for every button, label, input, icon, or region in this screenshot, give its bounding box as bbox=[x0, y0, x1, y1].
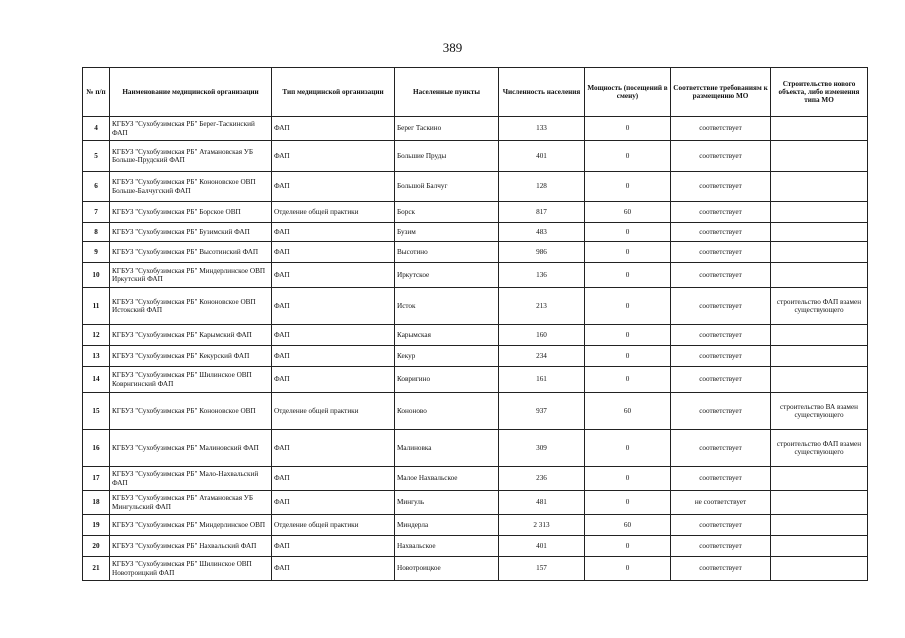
table-row bbox=[83, 491, 868, 515]
header-capacity: Мощность (посещений в смену) bbox=[585, 68, 671, 117]
cell-population: 213 bbox=[499, 288, 585, 325]
cell-settlement: Ковригино bbox=[395, 367, 499, 393]
table-row bbox=[83, 536, 868, 557]
cell-settlement: Исток bbox=[395, 288, 499, 325]
cell-num: 18 bbox=[83, 491, 110, 515]
cell-num: 19 bbox=[83, 515, 110, 536]
cell-org-name: КГБУЗ "Сухобузимская РБ" Шилинское ОВП Новотроицкий ФАП bbox=[110, 557, 272, 581]
cell-capacity: 0 bbox=[585, 346, 671, 367]
cell-org-type: ФАП bbox=[272, 223, 395, 242]
cell-org-name: КГБУЗ "Сухобузимская РБ" Карымский ФАП bbox=[110, 325, 272, 346]
cell-org-name: КГБУЗ "Сухобузимская РБ" Бузимский ФАП bbox=[110, 223, 272, 242]
cell-org-type: ФАП bbox=[272, 263, 395, 288]
cell-compliance: соответствует bbox=[671, 172, 771, 202]
cell-org-type: ФАП bbox=[272, 172, 395, 202]
cell-compliance: соответствует bbox=[671, 536, 771, 557]
cell-population: 128 bbox=[499, 172, 585, 202]
cell-org-name: КГБУЗ "Сухобузимская РБ" Атамановская УБ Мингульский ФАП bbox=[110, 491, 272, 515]
cell-construction: строительство ФАП взамен существующего bbox=[771, 288, 868, 325]
cell-num: 17 bbox=[83, 467, 110, 491]
cell-settlement: Малиновка bbox=[395, 430, 499, 467]
cell-org-type: ФАП bbox=[272, 430, 395, 467]
table-row bbox=[83, 515, 868, 536]
cell-org-name: КГБУЗ "Сухобузимская РБ" Малиновский ФАП bbox=[110, 430, 272, 467]
cell-population: 157 bbox=[499, 557, 585, 581]
cell-org-type: Отделение общей практики bbox=[272, 393, 395, 430]
medical-organizations-table bbox=[82, 67, 868, 581]
cell-compliance: соответствует bbox=[671, 430, 771, 467]
cell-construction bbox=[771, 515, 868, 536]
cell-settlement: Малое Нахвальское bbox=[395, 467, 499, 491]
cell-compliance: не соответствует bbox=[671, 491, 771, 515]
cell-org-type: ФАП bbox=[272, 467, 395, 491]
cell-capacity: 0 bbox=[585, 141, 671, 172]
cell-capacity: 0 bbox=[585, 491, 671, 515]
table-row bbox=[83, 325, 868, 346]
cell-org-type: ФАП bbox=[272, 325, 395, 346]
cell-construction bbox=[771, 467, 868, 491]
cell-capacity: 60 bbox=[585, 202, 671, 223]
cell-construction bbox=[771, 141, 868, 172]
cell-capacity: 0 bbox=[585, 557, 671, 581]
cell-construction bbox=[771, 346, 868, 367]
cell-settlement: Миндерла bbox=[395, 515, 499, 536]
cell-compliance: соответствует bbox=[671, 515, 771, 536]
cell-num: 5 bbox=[83, 141, 110, 172]
cell-capacity: 0 bbox=[585, 223, 671, 242]
cell-org-name: КГБУЗ "Сухобузимская РБ" Берег-Таскинский ФАП bbox=[110, 117, 272, 141]
cell-org-name: КГБУЗ "Сухобузимская РБ" Миндерлинское ОВП Иркутский ФАП bbox=[110, 263, 272, 288]
cell-capacity: 60 bbox=[585, 393, 671, 430]
cell-org-name: КГБУЗ "Сухобузимская РБ" Борское ОВП bbox=[110, 202, 272, 223]
cell-num: 6 bbox=[83, 172, 110, 202]
table-row bbox=[83, 242, 868, 263]
cell-population: 136 bbox=[499, 263, 585, 288]
cell-compliance: соответствует bbox=[671, 288, 771, 325]
cell-org-type: ФАП bbox=[272, 557, 395, 581]
header-compliance: Соответствие требованиям к размещению МО bbox=[671, 68, 771, 117]
header-population: Численность населения bbox=[499, 68, 585, 117]
table-header-row bbox=[83, 68, 868, 117]
cell-org-type: ФАП bbox=[272, 367, 395, 393]
cell-org-name: КГБУЗ "Сухобузимская РБ" Миндерлинское ОВП bbox=[110, 515, 272, 536]
cell-population: 401 bbox=[499, 536, 585, 557]
cell-settlement: Кононово bbox=[395, 393, 499, 430]
cell-num: 7 bbox=[83, 202, 110, 223]
cell-num: 15 bbox=[83, 393, 110, 430]
cell-num: 13 bbox=[83, 346, 110, 367]
cell-num: 14 bbox=[83, 367, 110, 393]
cell-settlement: Кекур bbox=[395, 346, 499, 367]
cell-org-name: КГБУЗ "Сухобузимская РБ" Атамановская УБ Больше-Прудский ФАП bbox=[110, 141, 272, 172]
cell-construction bbox=[771, 202, 868, 223]
cell-num: 20 bbox=[83, 536, 110, 557]
cell-settlement: Борск bbox=[395, 202, 499, 223]
cell-org-name: КГБУЗ "Сухобузимская РБ" Кекурский ФАП bbox=[110, 346, 272, 367]
cell-org-type: ФАП bbox=[272, 536, 395, 557]
cell-settlement: Карымская bbox=[395, 325, 499, 346]
cell-num: 16 bbox=[83, 430, 110, 467]
cell-compliance: соответствует bbox=[671, 223, 771, 242]
header-org-name: Наименование медицинской организации bbox=[110, 68, 272, 117]
cell-settlement: Иркутское bbox=[395, 263, 499, 288]
cell-settlement: Бузим bbox=[395, 223, 499, 242]
cell-population: 401 bbox=[499, 141, 585, 172]
cell-org-name: КГБУЗ "Сухобузимская РБ" Шилинское ОВП Коврнгинский ФАП bbox=[110, 367, 272, 393]
cell-compliance: соответствует bbox=[671, 467, 771, 491]
cell-org-type: ФАП bbox=[272, 288, 395, 325]
cell-settlement: Берег Таскино bbox=[395, 117, 499, 141]
cell-population: 483 bbox=[499, 223, 585, 242]
cell-org-type: Отделение общей практики bbox=[272, 515, 395, 536]
cell-compliance: соответствует bbox=[671, 263, 771, 288]
cell-org-name: КГБУЗ "Сухобузимская РБ" Высотинский ФАП bbox=[110, 242, 272, 263]
cell-compliance: соответствует bbox=[671, 557, 771, 581]
cell-org-type: ФАП bbox=[272, 491, 395, 515]
table-row bbox=[83, 223, 868, 242]
table-row bbox=[83, 263, 868, 288]
cell-population: 160 bbox=[499, 325, 585, 346]
cell-compliance: соответствует bbox=[671, 117, 771, 141]
cell-construction bbox=[771, 367, 868, 393]
table-row bbox=[83, 202, 868, 223]
cell-construction: строительство ФАП взамен существующего bbox=[771, 430, 868, 467]
cell-population: 236 bbox=[499, 467, 585, 491]
cell-capacity: 0 bbox=[585, 172, 671, 202]
cell-population: 309 bbox=[499, 430, 585, 467]
cell-org-type: ФАП bbox=[272, 346, 395, 367]
cell-settlement: Мингуль bbox=[395, 491, 499, 515]
cell-capacity: 0 bbox=[585, 242, 671, 263]
table-row bbox=[83, 141, 868, 172]
cell-org-type: ФАП bbox=[272, 117, 395, 141]
cell-capacity: 0 bbox=[585, 288, 671, 325]
cell-construction bbox=[771, 263, 868, 288]
cell-capacity: 0 bbox=[585, 467, 671, 491]
header-settlements: Населенные пункты bbox=[395, 68, 499, 117]
cell-compliance: соответствует bbox=[671, 325, 771, 346]
cell-settlement: Новотроицкое bbox=[395, 557, 499, 581]
table-row bbox=[83, 172, 868, 202]
cell-population: 133 bbox=[499, 117, 585, 141]
header-org-type: Тип медицинской организации bbox=[272, 68, 395, 117]
cell-construction bbox=[771, 325, 868, 346]
cell-population: 161 bbox=[499, 367, 585, 393]
cell-compliance: соответствует bbox=[671, 242, 771, 263]
cell-org-name: КГБУЗ "Сухобузимская РБ" Мало-Нахвальский ФАП bbox=[110, 467, 272, 491]
cell-num: 10 bbox=[83, 263, 110, 288]
cell-construction bbox=[771, 172, 868, 202]
cell-construction bbox=[771, 242, 868, 263]
cell-capacity: 0 bbox=[585, 263, 671, 288]
cell-population: 817 bbox=[499, 202, 585, 223]
cell-org-type: ФАП bbox=[272, 141, 395, 172]
cell-capacity: 0 bbox=[585, 325, 671, 346]
table-row bbox=[83, 557, 868, 581]
table-row bbox=[83, 117, 868, 141]
cell-org-type: Отделение общей практики bbox=[272, 202, 395, 223]
cell-population: 234 bbox=[499, 346, 585, 367]
cell-num: 21 bbox=[83, 557, 110, 581]
cell-construction: строительство ВА взамен существующего bbox=[771, 393, 868, 430]
cell-settlement: Большие Пруды bbox=[395, 141, 499, 172]
cell-compliance: соответствует bbox=[671, 393, 771, 430]
cell-construction bbox=[771, 536, 868, 557]
cell-num: 9 bbox=[83, 242, 110, 263]
cell-population: 481 bbox=[499, 491, 585, 515]
cell-settlement: Большой Балчуг bbox=[395, 172, 499, 202]
table-row bbox=[83, 288, 868, 325]
cell-capacity: 60 bbox=[585, 515, 671, 536]
cell-population: 986 bbox=[499, 242, 585, 263]
cell-construction bbox=[771, 491, 868, 515]
table-row bbox=[83, 430, 868, 467]
table-row bbox=[83, 367, 868, 393]
cell-org-name: КГБУЗ "Сухобузимская РБ" Нахвальский ФАП bbox=[110, 536, 272, 557]
cell-num: 8 bbox=[83, 223, 110, 242]
cell-construction bbox=[771, 223, 868, 242]
cell-compliance: соответствует bbox=[671, 346, 771, 367]
cell-construction bbox=[771, 557, 868, 581]
cell-capacity: 0 bbox=[585, 367, 671, 393]
header-num: № п/п bbox=[83, 68, 110, 117]
cell-num: 4 bbox=[83, 117, 110, 141]
cell-capacity: 0 bbox=[585, 430, 671, 467]
table-row bbox=[83, 393, 868, 430]
table-row bbox=[83, 467, 868, 491]
cell-population: 2 313 bbox=[499, 515, 585, 536]
cell-org-type: ФАП bbox=[272, 242, 395, 263]
table-row bbox=[83, 346, 868, 367]
cell-capacity: 0 bbox=[585, 536, 671, 557]
cell-population: 937 bbox=[499, 393, 585, 430]
cell-settlement: Высотино bbox=[395, 242, 499, 263]
cell-org-name: КГБУЗ "Сухобузимская РБ" Кононовское ОВП bbox=[110, 393, 272, 430]
cell-compliance: соответствует bbox=[671, 141, 771, 172]
cell-num: 12 bbox=[83, 325, 110, 346]
cell-org-name: КГБУЗ "Сухобузимская РБ" Кононовское ОВП Истокский ФАП bbox=[110, 288, 272, 325]
cell-construction bbox=[771, 117, 868, 141]
cell-num: 11 bbox=[83, 288, 110, 325]
header-construction: Строительство нового объекта, либо изменения типа МО bbox=[771, 68, 868, 117]
cell-compliance: соответствует bbox=[671, 202, 771, 223]
cell-org-name: КГБУЗ "Сухобузимская РБ" Кононовское ОВП Больше-Балчугский ФАП bbox=[110, 172, 272, 202]
cell-compliance: соответствует bbox=[671, 367, 771, 393]
page-number: 389 bbox=[442, 40, 463, 55]
cell-capacity: 0 bbox=[585, 117, 671, 141]
cell-settlement: Нахвальское bbox=[395, 536, 499, 557]
